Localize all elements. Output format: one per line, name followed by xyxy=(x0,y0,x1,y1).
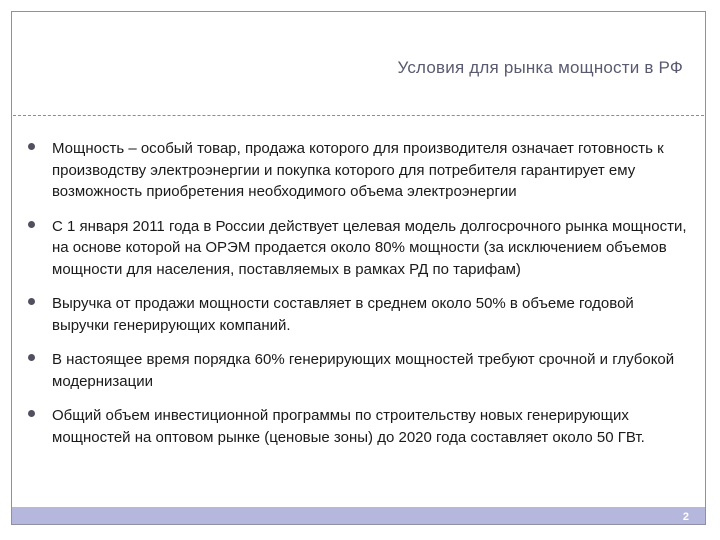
bullet-text: Общий объем инвестиционной программы по строительству новых генерирующих мощностей на оптовом рынке (ценовые зоны) до 2020 года составляет около 50 ГВт. xyxy=(52,407,645,446)
page-number: 2 xyxy=(682,511,689,523)
bullet-text: С 1 января 2011 года в России действует целевая модель долгосрочного рынка мощности, на основе которой на ОРЭМ продается около 80% мощности (за исключением объемов мощности для населения, поставляемых в рамках РД по тарифам) xyxy=(52,217,687,278)
list-item xyxy=(12,138,705,203)
list-item xyxy=(12,216,705,281)
bullet-text: Мощность – особый товар, продажа которого для производителя означает готовность к производству электроэнергии и покупка которого для потребителя гарантирует ему возможность приобретения необходимого объема электроэнергии xyxy=(52,140,664,200)
list-item xyxy=(12,293,705,336)
bullet-text: Выручка от продажи мощности составляет в среднем около 50% в объеме годовой выручки генерирующих компаний. xyxy=(52,295,634,334)
bullet-dot-icon xyxy=(28,143,35,150)
bullet-text: В настоящее время порядка 60% генерирующих мощностей требуют срочной и глубокой модернизации xyxy=(52,351,675,390)
bullet-dot-icon xyxy=(28,354,35,361)
bullet-dot-icon xyxy=(28,410,35,417)
title-divider xyxy=(13,115,704,116)
bullet-list xyxy=(12,138,705,461)
bullet-dot-icon xyxy=(28,221,35,228)
slide-title: Условия для рынка мощности в РФ xyxy=(397,58,683,77)
footer-bar xyxy=(12,507,705,524)
bullet-dot-icon xyxy=(28,298,35,305)
slide-frame xyxy=(11,11,706,525)
list-item xyxy=(12,349,705,392)
list-item xyxy=(12,405,705,448)
